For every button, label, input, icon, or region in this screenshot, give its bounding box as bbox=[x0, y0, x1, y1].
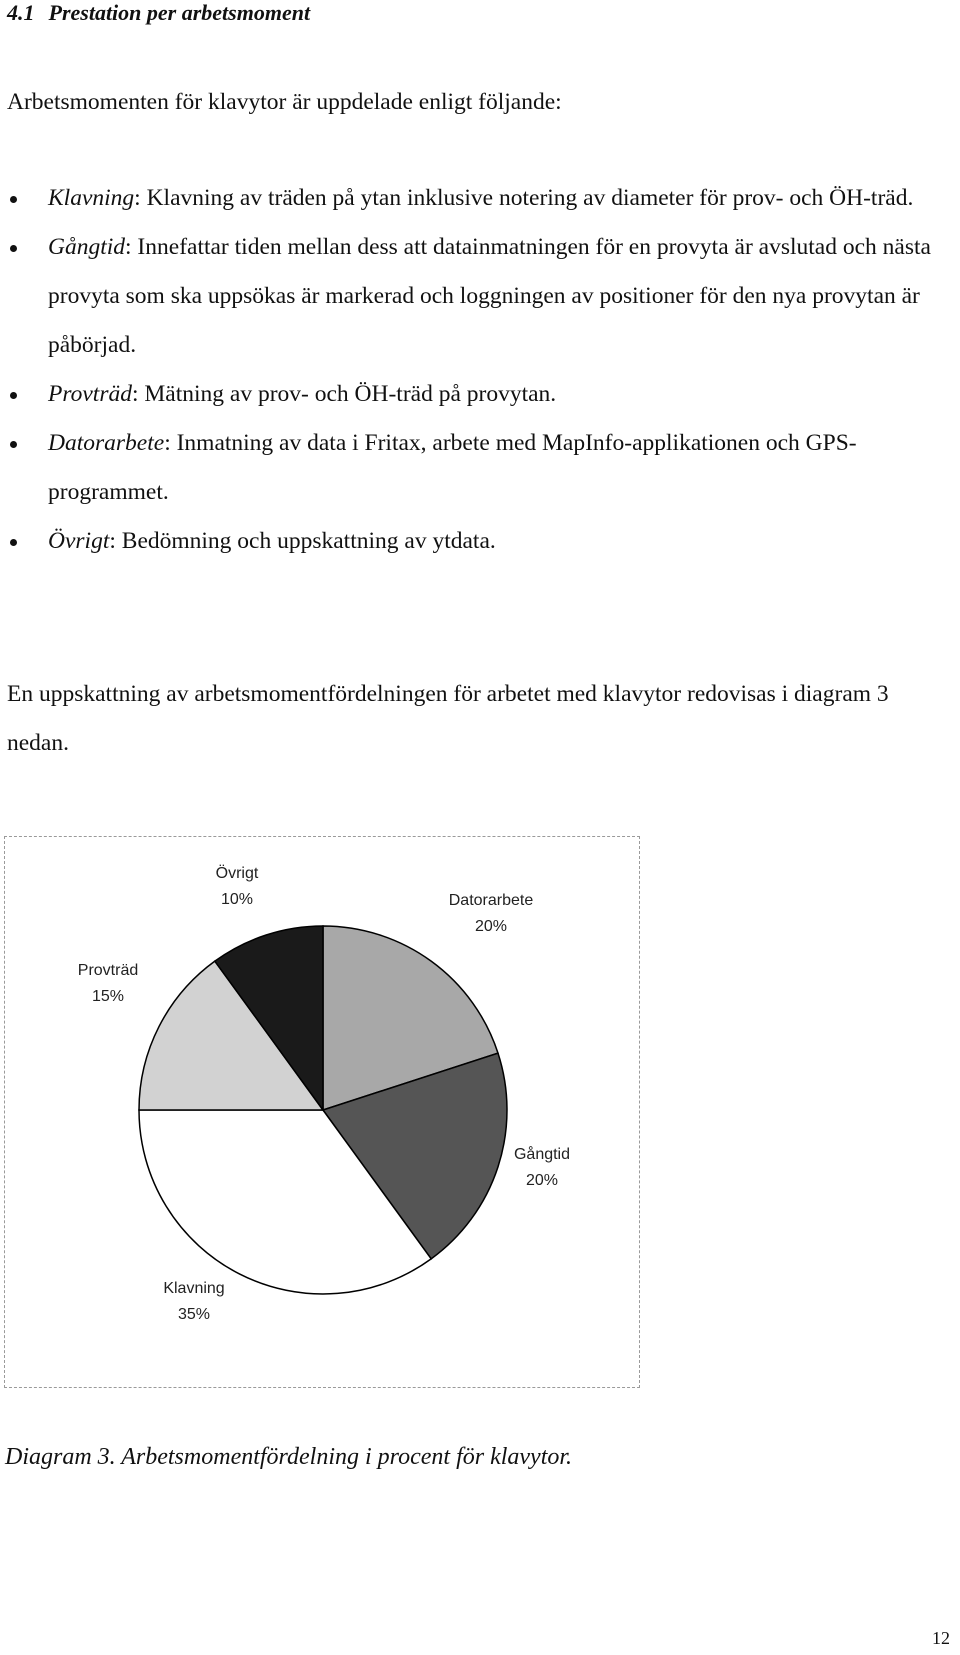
bullet-icon bbox=[10, 196, 17, 203]
section-title: Prestation per arbetsmoment bbox=[48, 0, 311, 25]
slice-value-label: 10% bbox=[220, 891, 254, 908]
slice-label: Provträd bbox=[77, 962, 139, 979]
list-item-ovrigt: Övrigt: Bedömning och uppskattning av ytdata. bbox=[0, 517, 940, 566]
list-item-klavning: Klavning: Klavning av träden på ytan inklusive notering av diameter för prov- och ÖH-träd. bbox=[0, 174, 940, 223]
list-item-gangtid: Gångtid: Innefattar tiden mellan dess att datainmatningen för en provyta är avslutad och nästa provyta som ska uppsökas är markerad och loggningen av positioner för den nya provytan är påbörjad. bbox=[0, 223, 940, 370]
list-item-datorarbete: Datorarbete: Inmatning av data i Fritax, arbete med MapInfo-applikationen och GPS-programmet. bbox=[0, 419, 940, 517]
slice-value-label: 35% bbox=[177, 1306, 211, 1323]
task-list bbox=[0, 174, 940, 566]
slice-value-label: 15% bbox=[91, 988, 125, 1005]
slice-label: Datorarbete bbox=[448, 892, 534, 909]
bullet-icon bbox=[10, 245, 17, 252]
bullet-icon bbox=[10, 441, 17, 448]
pie-chart-frame bbox=[4, 836, 640, 1388]
pie-chart bbox=[5, 837, 641, 1389]
slice-label: Klavning bbox=[163, 1280, 225, 1297]
bullet-icon bbox=[10, 392, 17, 399]
section-number: 4.1 bbox=[7, 0, 35, 25]
slice-label: Gångtid bbox=[513, 1146, 571, 1163]
bullet-icon bbox=[10, 539, 17, 546]
slice-value-label: 20% bbox=[474, 918, 508, 935]
page-number: 12 bbox=[932, 1628, 950, 1648]
slice-value-label: 20% bbox=[525, 1172, 559, 1189]
intro-paragraph: Arbetsmomenten för klavytor är uppdelade enligt följande: bbox=[7, 89, 562, 115]
slice-label: Övrigt bbox=[215, 865, 259, 882]
list-item-provtrad: Provträd: Mätning av prov- och ÖH-träd på provytan. bbox=[0, 370, 940, 419]
section-heading bbox=[7, 0, 310, 26]
summary-paragraph: En uppskattning av arbetsmomentfördelningen för arbetet med klavytor redovisas i diagram 3 nedan. bbox=[7, 681, 889, 756]
diagram-caption: Diagram 3. Arbetsmomentfördelning i procent för klavytor. bbox=[5, 1444, 573, 1470]
